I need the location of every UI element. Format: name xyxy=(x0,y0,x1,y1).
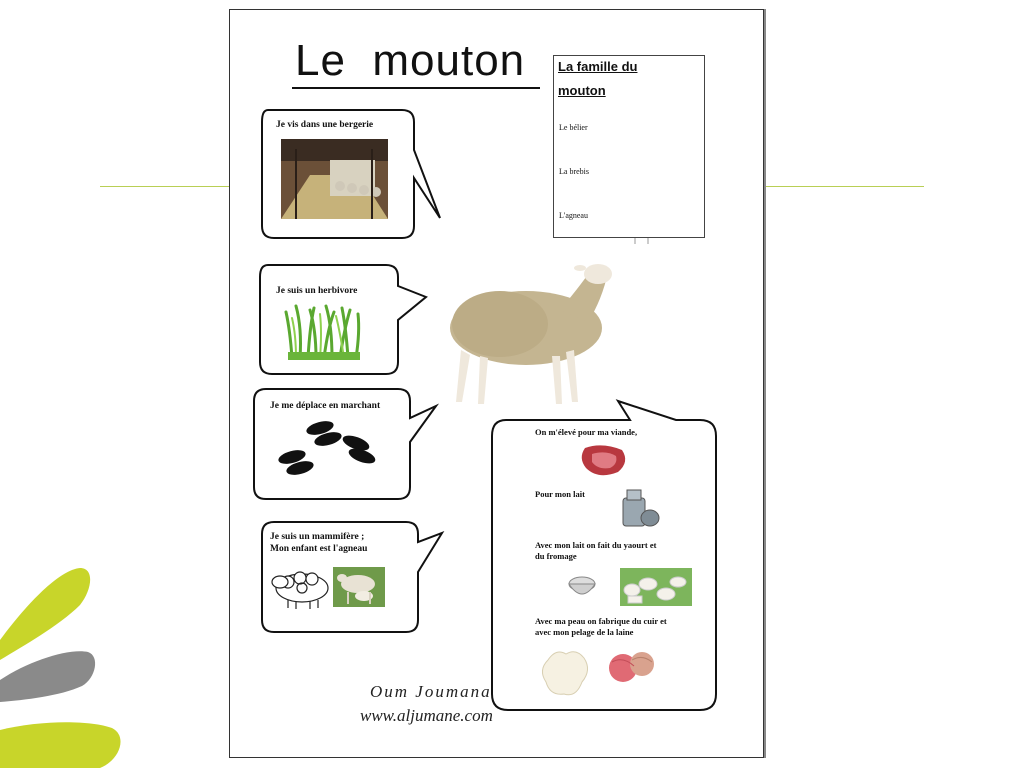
uses-dairy-line2: du fromage xyxy=(535,551,577,561)
worksheet-page xyxy=(229,9,764,758)
bubble-mammal-line2: Mon enfant est l'agneau xyxy=(270,544,368,554)
decorative-line-left xyxy=(100,186,230,187)
family-label-ram: Le bélier xyxy=(559,123,588,132)
uses-meat-text: On m'élevé pour ma viande, xyxy=(535,427,638,437)
signature-name: Oum Joumana xyxy=(370,682,492,701)
cheese-icon xyxy=(620,568,692,606)
uses-dairy-line1: Avec mon lait on fait du yaourt et xyxy=(535,540,657,550)
main-sheep-photo xyxy=(450,264,612,404)
uses-leather-line1: Avec ma peau on fabrique du cuir et xyxy=(535,616,667,626)
bubble-movement-text: Je me déplace en marchant xyxy=(270,401,381,411)
family-label-ewe: La brebis xyxy=(559,167,589,176)
bubble-diet-text: Je suis un herbivore xyxy=(276,286,358,296)
bubble-mammal-line1: Je suis un mammifère ; xyxy=(270,532,365,542)
uses-leather-line2: avec mon pelage de la laine xyxy=(535,627,634,637)
family-label-lamb: L'agneau xyxy=(559,211,588,220)
family-box xyxy=(553,55,705,238)
decorative-line-right xyxy=(762,186,924,187)
sheepfold-photo xyxy=(281,139,388,219)
signature-website: www.aljumane.com xyxy=(360,706,493,725)
bubble-home-text: Je vis dans une bergerie xyxy=(276,120,374,130)
family-title-line1: La famille du xyxy=(558,59,638,74)
uses-milk-text: Pour mon lait xyxy=(535,489,585,499)
ewe-nursing-lamb-photo xyxy=(333,567,385,607)
title-underline xyxy=(292,87,540,89)
decorative-petals xyxy=(0,560,160,768)
family-title-line2: mouton xyxy=(558,83,606,98)
page-title: Le mouton xyxy=(295,36,526,85)
